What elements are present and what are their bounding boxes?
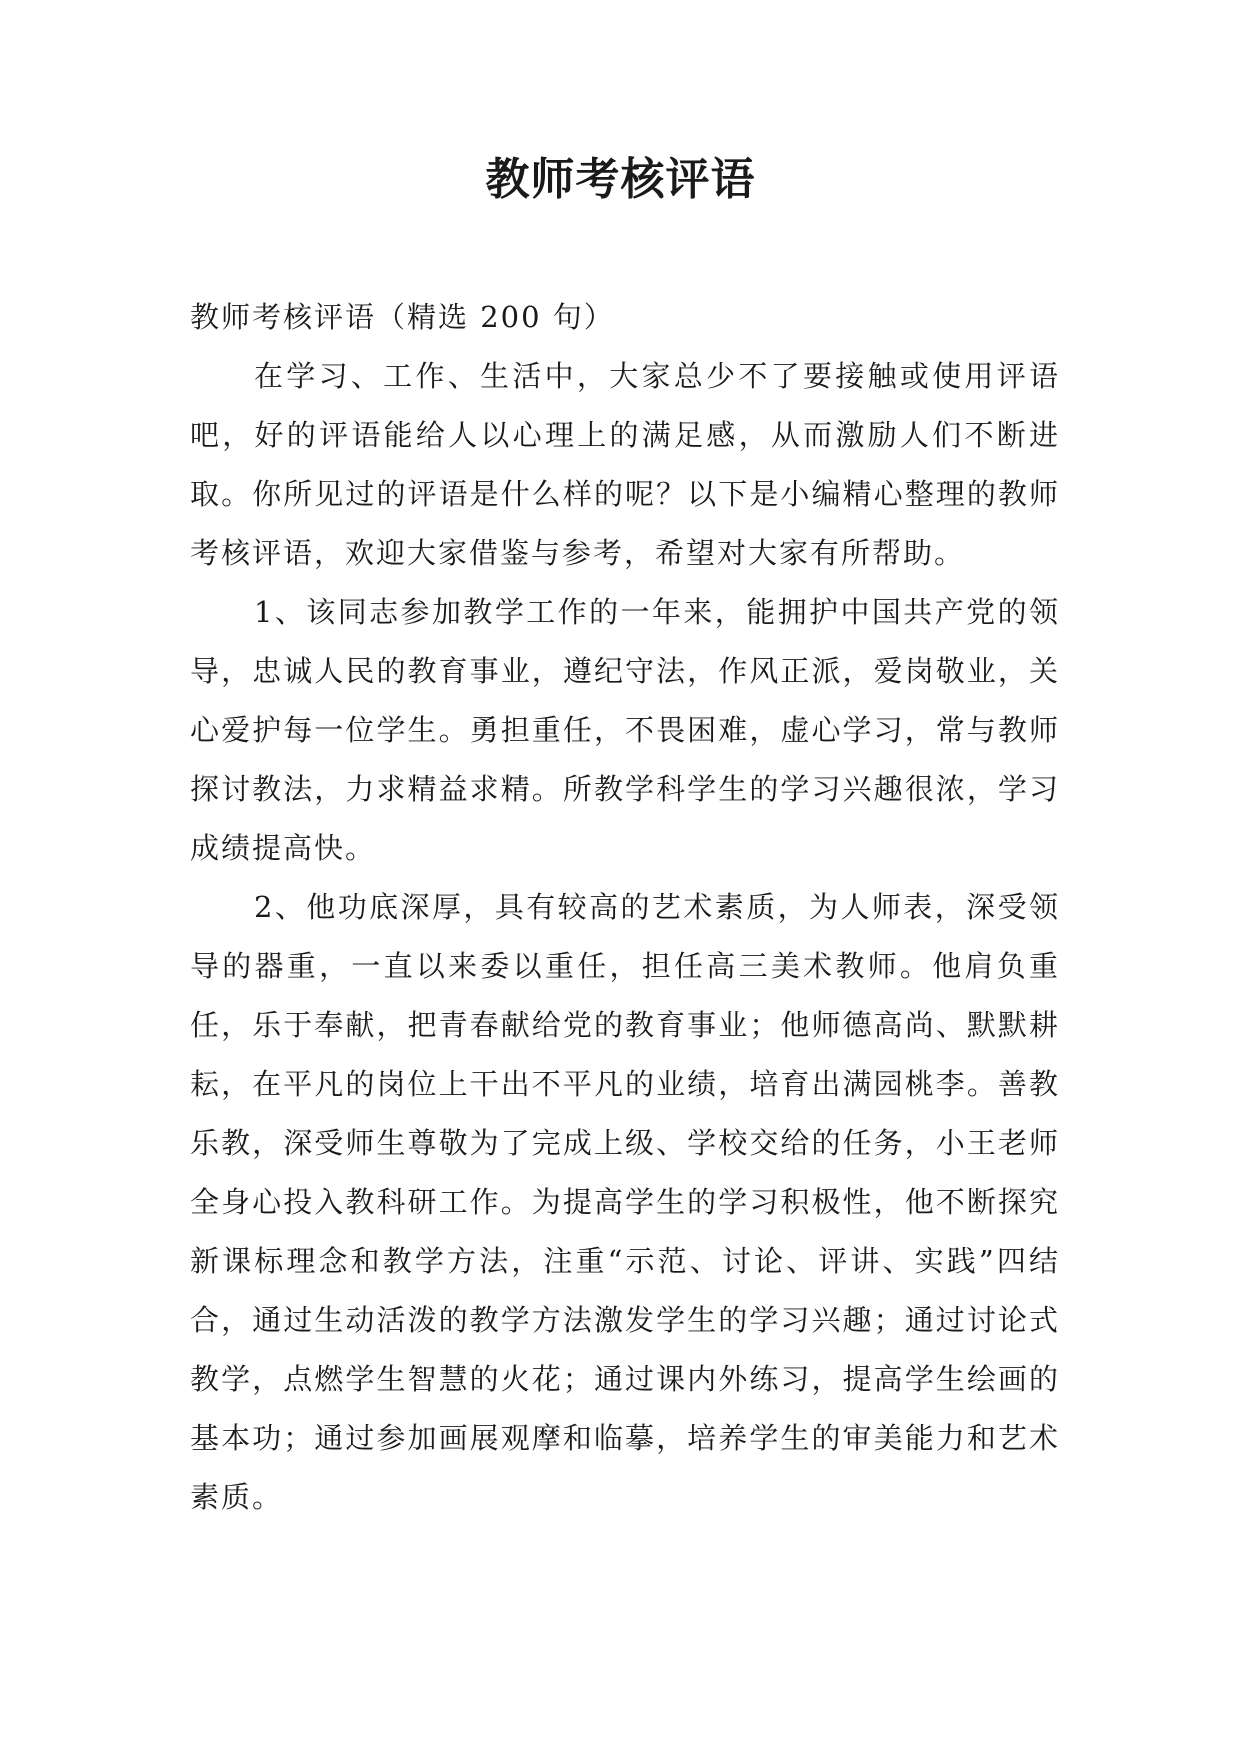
document-subtitle: 教师考核评语（精选 200 句） xyxy=(190,300,615,334)
comment-paragraph-2: 2、他功底深厚，具有较高的艺术素质，为人师表，深受领导的器重，一直以来委以重任，担任高三美术教师。他肩负重任，乐于奉献，把青春献给党的教育事业；他师德高尚、默默耕耘，在平凡的岗位上干出不平凡的业绩，培育出满园桃李。善教乐教，深受师生尊敬为了完成上级、学校交给的任务，小王老师全身心投入教科研工作。为提高学生的学习积极性，他不断探究新课标理念和教学方法，注重“示范、讨论、评讲、实践”四结合，通过生动活泼的教学方法激发学生的学习兴趣；通过讨论式教学，点燃学生智慧的火花；通过课内外练习，提高学生绘画的基本功；通过参加画展观摩和临摹，培养学生的审美能力和艺术素质。 xyxy=(190,890,1060,1514)
document-body xyxy=(190,288,1060,1527)
comment-paragraph-1: 1、该同志参加教学工作的一年来，能拥护中国共产党的领导，忠诚人民的教育事业，遵纪守法，作风正派，爱岗敬业，关心爱护每一位学生。勇担重任，不畏困难，虚心学习，常与教师探讨教法，力求精益求精。所教学科学生的学习兴趣很浓，学习成绩提高快。 xyxy=(190,595,1060,865)
document-title: 教师考核评语 xyxy=(485,154,756,205)
intro-paragraph: 在学习、工作、生活中，大家总少不了要接触或使用评语吧，好的评语能给人以心理上的满足感，从而激励人们不断进取。你所见过的评语是什么样的呢？以下是小编精心整理的教师考核评语，欢迎大家借鉴与参考，希望对大家有所帮助。 xyxy=(190,359,1060,570)
